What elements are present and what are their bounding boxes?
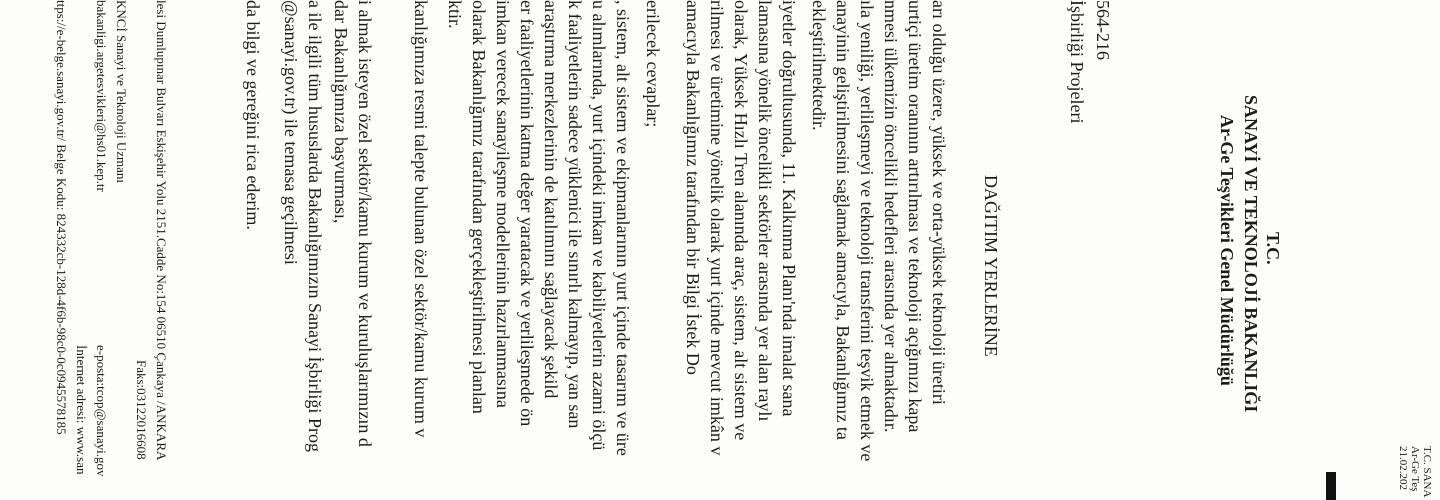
body-line: amacıyla Bakanlığımız tarafından bir Bilgi İstek Do [683,0,703,375]
body-line: araştırma merkezlerinin de katılımını sağlayacak şekild [541,0,561,399]
footer-web: İnternet adresi: www.san [74,345,89,475]
recipient-heading: DAĞITIM YERLERİNE [981,175,1001,357]
body-line: urtiçi üretim oranının artırılması ve teknoloji açığımızı kapa [905,0,925,433]
body-line: erilecek cevaplar; [643,0,663,128]
reference-number: 564-216 [1093,0,1113,60]
body-line: @sanayi.gov.tr) ile temasa geçilmesi [281,0,301,265]
body-line: er faaliyetlerinin katma değer yaratacak ve yerlileşmede ön [517,0,537,427]
body-line: dar Bakanlığımıza başvurması, [331,0,351,224]
body-line: imkan verecek sanayileşme modellerinin hazırlanmasına [493,0,513,408]
body-line: olarak Bakanlığımız tarafından gerçekleştirilmesi planlan [469,0,489,414]
header-tc: T.C. [1263,232,1283,265]
closing-line: da bilgi ve gereğini rica ederim. [243,0,263,230]
footer-address: lesi Dumlupınar Bulvarı Eskişehir Yolu 2151.Cadde No:154 06510 Çankaya /ANKARA [154,0,169,461]
body-line: i almak isteyen özel sektör/kamu kurum ve kuruluşlarımızın d [355,0,375,447]
footer-fax: Faks:03122016608 [134,360,149,460]
corner-dept-line: Ar-Ge Teş [1409,446,1421,492]
header-ministry: SANAYİ VE TEKNOLOJİ BAKANLIĞI [1241,95,1261,413]
body-line: iyetler doğrultusunda, 11. Kalkınma Planı'nda imalat sana [779,0,799,417]
body-line: lamasına yönelik öncelikli sektörler arasında yer alan raylı [755,0,775,422]
corner-date: 21.02.202 [1397,446,1409,490]
footer-email: e-posta:tcop@sanayi.gov [94,345,109,477]
body-line: nmesi ülkemizin öncelikli hedefleri arasında yer almaktadır. [881,0,901,433]
body-line: anayinin geliştirilmesini sağlamak amacıyla, Bakanlığımız ta [833,0,853,440]
corner-org-line: T.C. SANA [1421,446,1433,498]
footer-kep-address: bakanligi.argetesvikleri@hs01.kep.tr [94,0,109,192]
body-line: ktir. [445,0,465,29]
subject-line: İşbirliği Projeleri [1067,0,1087,124]
body-line: olarak, Yüksek Hızlı Tren alanında araç, sistem, alt sistem ve [731,0,751,441]
body-line: k faaliyetlerin sadece yüklenici ile sınırlı kalmayıp, yan san [565,0,585,429]
body-line: , sistem, alt sistem ve ekipmanlarının yurt içinde tasarım ve üre [613,0,633,456]
footer-verification-url: ttps://e-belge.sanayi.gov.tr/ Belge Kodu: 824332cb-128d-4f6b-98c0-0c0945578185 [54,0,69,435]
body-line: a ile ilgili tüm hususlarda Bakanlığımızın Sanayi İşbirliği Prog [305,0,325,452]
margin-mark [1326,472,1336,500]
body-line: ıla yeniliği, yerlileşmeyi ve teknoloji transferini teşvik etmek ve [857,0,877,462]
body-line: arı olduğu üzere, yüksek ve orta-yüksek teknoloji üretiri [929,0,949,405]
footer-official-title: KNCİ Sanayi ve Teknoloji Uzmanı [114,0,129,183]
header-directorate: Ar-Ge Teşvikleri Genel Müdürlüğü [1217,115,1237,386]
body-line: u alımlarında, yurt içindeki imkan ve kabiliyetlerin azami ölçü [589,0,609,451]
body-line: ekleştirilmektedir. [809,0,829,131]
body-line: kanlığımıza resmi talepte bulunan özel sektör/kamu kurum v [411,0,431,438]
body-line: rilmesi ve üretimine yönelik olarak yurt içinde mevcut imkân v [707,0,727,456]
